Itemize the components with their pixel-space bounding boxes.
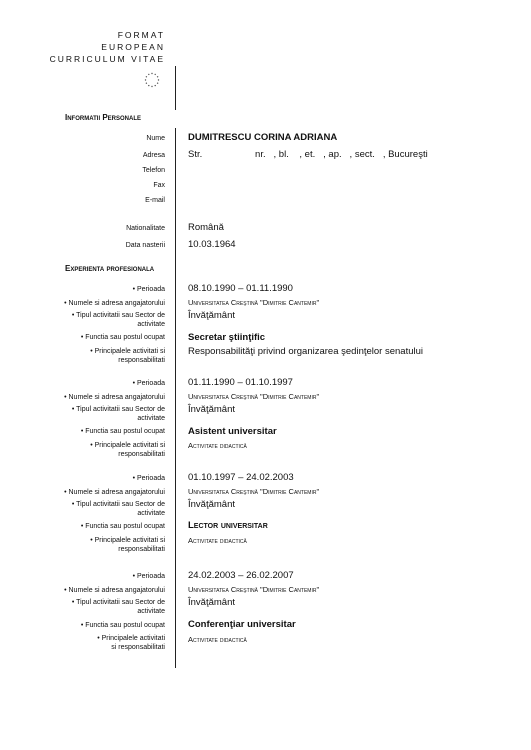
label-position: • Functia sau postul ocupat xyxy=(80,334,165,341)
header-format: FORMAT xyxy=(117,30,165,40)
value-sector: Învăţământ xyxy=(188,310,235,321)
divider-line-top xyxy=(175,66,176,110)
value-period: 01.10.1997 – 24.02.2003 xyxy=(188,472,294,483)
label-employer: • Numele si adresa angajatorului xyxy=(64,587,165,594)
label-phone: Telefon xyxy=(142,167,165,174)
value-sector: Învăţământ xyxy=(188,404,235,415)
label-employer: • Numele si adresa angajatorului xyxy=(64,300,165,307)
label-nationality: Nationalitate xyxy=(126,225,165,232)
section-experience: Experienta profesionala xyxy=(65,264,155,273)
value-responsibilities: Responsabilităţi privind organizarea şedinţelor senatului xyxy=(188,346,423,357)
label-period: • Perioada xyxy=(132,286,165,293)
value-employer: Universitatea Creştină "Dimitrie Cantemir" xyxy=(188,585,320,594)
value-responsibilities: Activitate didactică xyxy=(188,441,247,450)
label-sector-line2: activitate xyxy=(137,608,165,615)
label-birth-date: Data nasterii xyxy=(125,242,165,249)
label-responsibilities-line2: si responsabilitati xyxy=(111,644,165,651)
label-address: Adresa xyxy=(142,152,165,159)
value-employer: Universitatea Creştină "Dimitrie Cantemir" xyxy=(188,487,320,496)
label-responsibilities-line1: • Principalele activitati si xyxy=(90,537,165,544)
label-sector-line2: activitate xyxy=(137,510,165,517)
header-european: EUROPEAN xyxy=(101,42,165,52)
value-birth-date: 10.03.1964 xyxy=(188,239,236,250)
label-sector-line2: activitate xyxy=(137,415,165,422)
label-email: E-mail xyxy=(145,197,165,204)
label-position: • Functia sau postul ocupat xyxy=(80,428,165,435)
eu-stars-icon xyxy=(144,72,160,88)
value-position: Secretar ştiinţific xyxy=(188,332,266,343)
value-position: Lector universitar xyxy=(188,520,268,531)
label-responsibilities-line1: • Principalele activitati si xyxy=(90,442,165,449)
label-sector-line1: • Tipul activitatii sau Sector de xyxy=(71,312,165,319)
value-sector: Învăţământ xyxy=(188,597,235,608)
value-period: 08.10.1990 – 01.11.1990 xyxy=(188,283,293,294)
value-name: DUMITRESCU CORINA ADRIANA xyxy=(188,132,338,143)
label-position: • Functia sau postul ocupat xyxy=(80,523,165,530)
label-sector-line1: • Tipul activitatii sau Sector de xyxy=(71,406,165,413)
value-employer: Universitatea Creştină "Dimitrie Cantemir" xyxy=(188,392,320,401)
label-responsibilities-line2: responsabilitati xyxy=(118,546,165,553)
label-period: • Perioada xyxy=(132,380,165,387)
value-sector: Învăţământ xyxy=(188,499,235,510)
value-nationality: Română xyxy=(188,222,224,233)
label-period: • Perioada xyxy=(132,475,165,482)
label-responsibilities-line1: • Principalele activitati si xyxy=(90,348,165,355)
label-responsibilities-line2: responsabilitati xyxy=(118,451,165,458)
header-curriculum-vitae: CURRICULUM VITAE xyxy=(49,54,165,64)
value-responsibilities: Activitate didactică xyxy=(188,536,247,545)
section-personal-info: Informatii Personale xyxy=(65,113,142,122)
label-responsibilities-line2: responsabilitati xyxy=(118,357,165,364)
divider-line-main xyxy=(175,128,176,668)
value-position: Conferenţiar universitar xyxy=(188,619,296,630)
label-fax: Fax xyxy=(153,182,165,189)
value-address: Str. nr. , bl. , et. , ap. , sect. , Bucureşti xyxy=(188,149,428,160)
value-responsibilities: Activitate didactică xyxy=(188,635,247,644)
label-responsibilities-line1: • Principalele activitati xyxy=(97,635,165,642)
value-employer: Universitatea Creştină "Dimitrie Cantemir" xyxy=(188,298,320,307)
label-employer: • Numele si adresa angajatorului xyxy=(64,489,165,496)
label-position: • Functia sau postul ocupat xyxy=(80,622,165,629)
value-period: 24.02.2003 – 26.02.2007 xyxy=(188,570,294,581)
label-employer: • Numele si adresa angajatorului xyxy=(64,394,165,401)
label-sector-line2: activitate xyxy=(137,321,165,328)
label-sector-line1: • Tipul activitatii sau Sector de xyxy=(71,501,165,508)
label-name: Nume xyxy=(146,135,165,142)
label-period: • Perioada xyxy=(132,573,165,580)
value-period: 01.11.1990 – 01.10.1997 xyxy=(188,377,293,388)
value-position: Asistent universitar xyxy=(188,426,277,437)
label-sector-line1: • Tipul activitatii sau Sector de xyxy=(71,599,165,606)
